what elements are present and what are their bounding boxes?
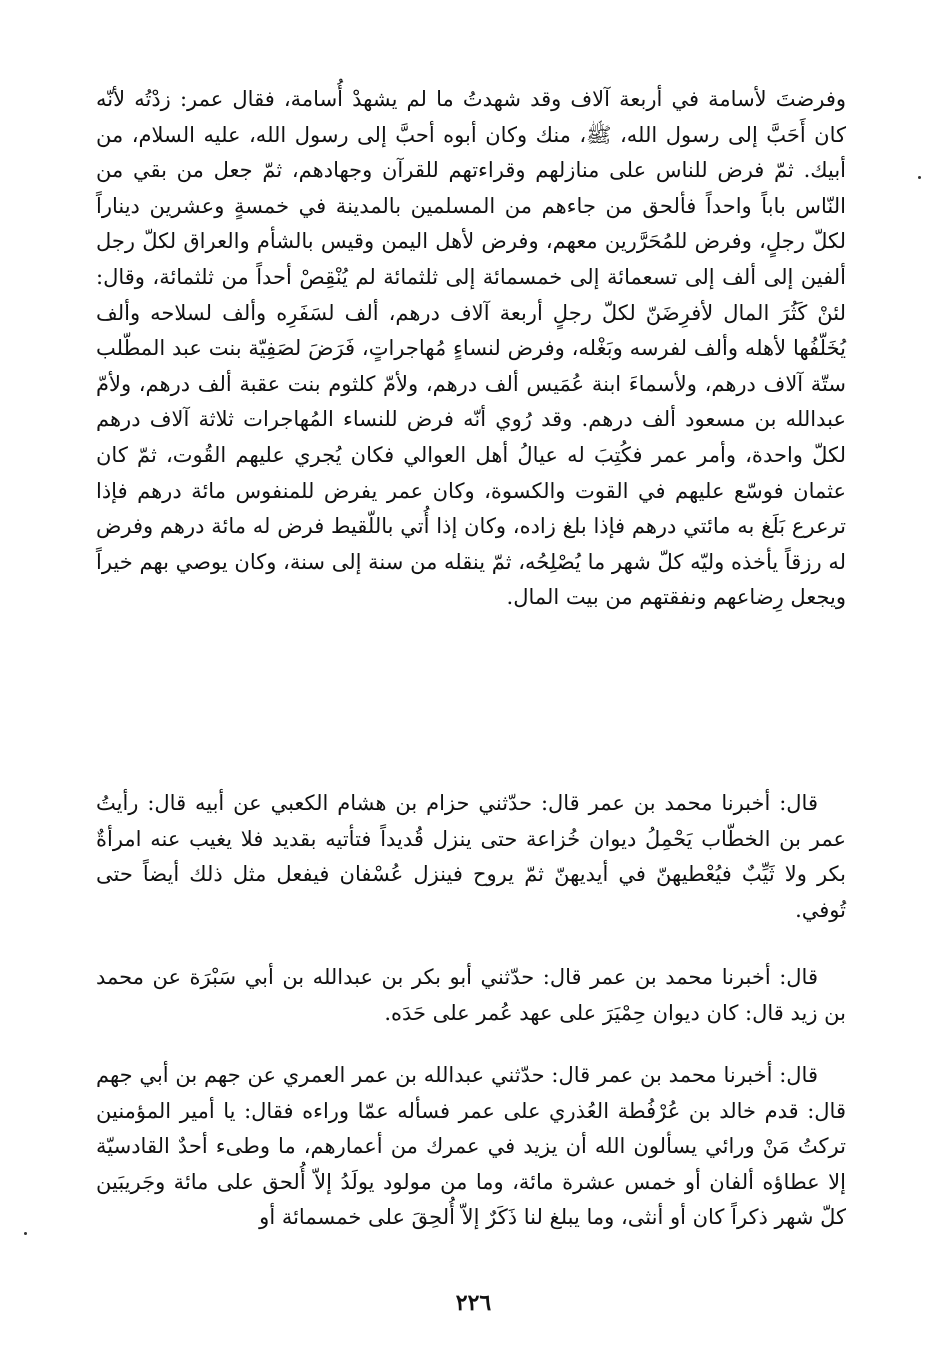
paragraph-khalid-report (96, 1058, 846, 1236)
paragraph-text: قال: أخبرنا محمد بن عمر قال: حدّثني أبو بكر بن عبدالله بن أبي سَبْرَة عن محمد بن زيد قال: كان ديوان حِمْيَرَ على عهد عُمر على حَدَه. (96, 965, 846, 1025)
page-number: ٢٢٦ (455, 1290, 492, 1316)
paragraph-hizam-report (96, 786, 846, 928)
paragraph-text: وفرضتَ لأسامة في أربعة آلاف وقد شهدتُ ما لم يشهدْ أُسامة، فقال عمر: زدْتُه لأنّه كان أَحَبَّ إلى رسول الله، ﷺ، منك وكان أبوه أحبَّ إلى رسول الله، عليه السلام، من أبيك. ثمّ فرض للناس على منازلهم وقراءتهم للقرآن وجهادهم، ثمّ جعل من بقي من النّاس باباً واحداً فألحق من جاءهم من المسلمين بالمدينة في خمسةٍ وعشرين ديناراً لكلّ رجلٍ، وفرض للمُحَرَّرين معهم، وفرض لأهل اليمن وقيس بالشأم والعراق لكلّ رجل ألفين إلى ألف إلى تسعمائة إلى خمسمائة إلى ثلثمائة لم يُنْقِصْ أحداً من ثلثمائة، وقال: لئنْ كَثُرَ المال لأفرِضَنّ لكلّ رجلٍ أربعة آلاف درهم، ألف لسَفَرِه وألف لسلاحه وألف يُخَلّفُها لأهله وألف لفرسه وبَغْله، وفرض لنساءٍ مُهاجراتٍ، فَرَضَ لصَفِيّة بنت عبد المطّلب ستّة آلاف درهم، ولأسماءَ ابنة عُمَيس ألف درهم، ولأمّ كلثوم بنت عقبة ألف درهم، ولأمّ عبدالله بن مسعود ألف درهم. وقد رُوي أنّه فرض للنساء المُهاجرات ثلاثة آلاف درهم لكلّ واحدة، وأمر عمر فكُتِبَ له عيالُ أهل العوالي فكان يُجري عليهم القُوت، ثمّ كان عثمان فوسّع عليهم في القوت والكسوة، وكان عمر يفرض للمنفوس مائة درهم فإذا ترعرع بَلَغ به مائتي درهم فإذا بلغ زاده، وكان إذا أُتي باللّقيط فرض له مائة درهم وفرض له رزقاً يأخذه وليّه كلّ شهر ما يُصْلِحُه، ثمّ ينقله من سنة إلى سنة، وكان يوصي بهم خيراً ويجعل رِضاعهم ونفقتهم من بيت المال. (96, 87, 846, 610)
paragraph-himyar-register (96, 960, 846, 1031)
paragraph-text: قال: أخبرنا محمد بن عمر قال: حدّثني حزام بن هشام الكعبي عن أبيه قال: رأيتُ عمر بن الخطّاب يَحْمِلُ ديوان خُزاعة حتى ينزل قُديداً فتأتيه بقديد فلا يغيب عنه امرأةٌ بكر ولا ثَيِّبٌ فيُعْطيهنّ في أيديهنّ ثمّ يروح فينزل عُسْفان فيفعل مثل ذلك أيضاً حتى تُوفي. (96, 791, 846, 922)
scan-speck (918, 176, 921, 179)
paragraph-text: قال: أخبرنا محمد بن عمر قال: حدّثني عبدالله بن عمر العمري عن جهم بن أبي جهم قال: قدم خالد بن عُرْفُطة العُذري على عمر فسأله عمّا وراءه فقال: يا أمير المؤمنين تركتُ مَنْ ورائي يسألون الله أن يزيد في عمرك من أعمارهم، ما وطىء أحدٌ القادسيّة إلا عطاؤه ألفان أو خمس عشرة مائة، وما من مولود يولَدُ إلاّ أُلحق على مائة وجَريبَين كلّ شهر ذكراً كان أو أنثى، وما يبلغ لنا ذَكَرٌ إلاّ أُلحِقَ على خمسمائة أو (96, 1063, 846, 1230)
paragraph-continuation (96, 82, 846, 616)
scan-speck (24, 1232, 27, 1235)
